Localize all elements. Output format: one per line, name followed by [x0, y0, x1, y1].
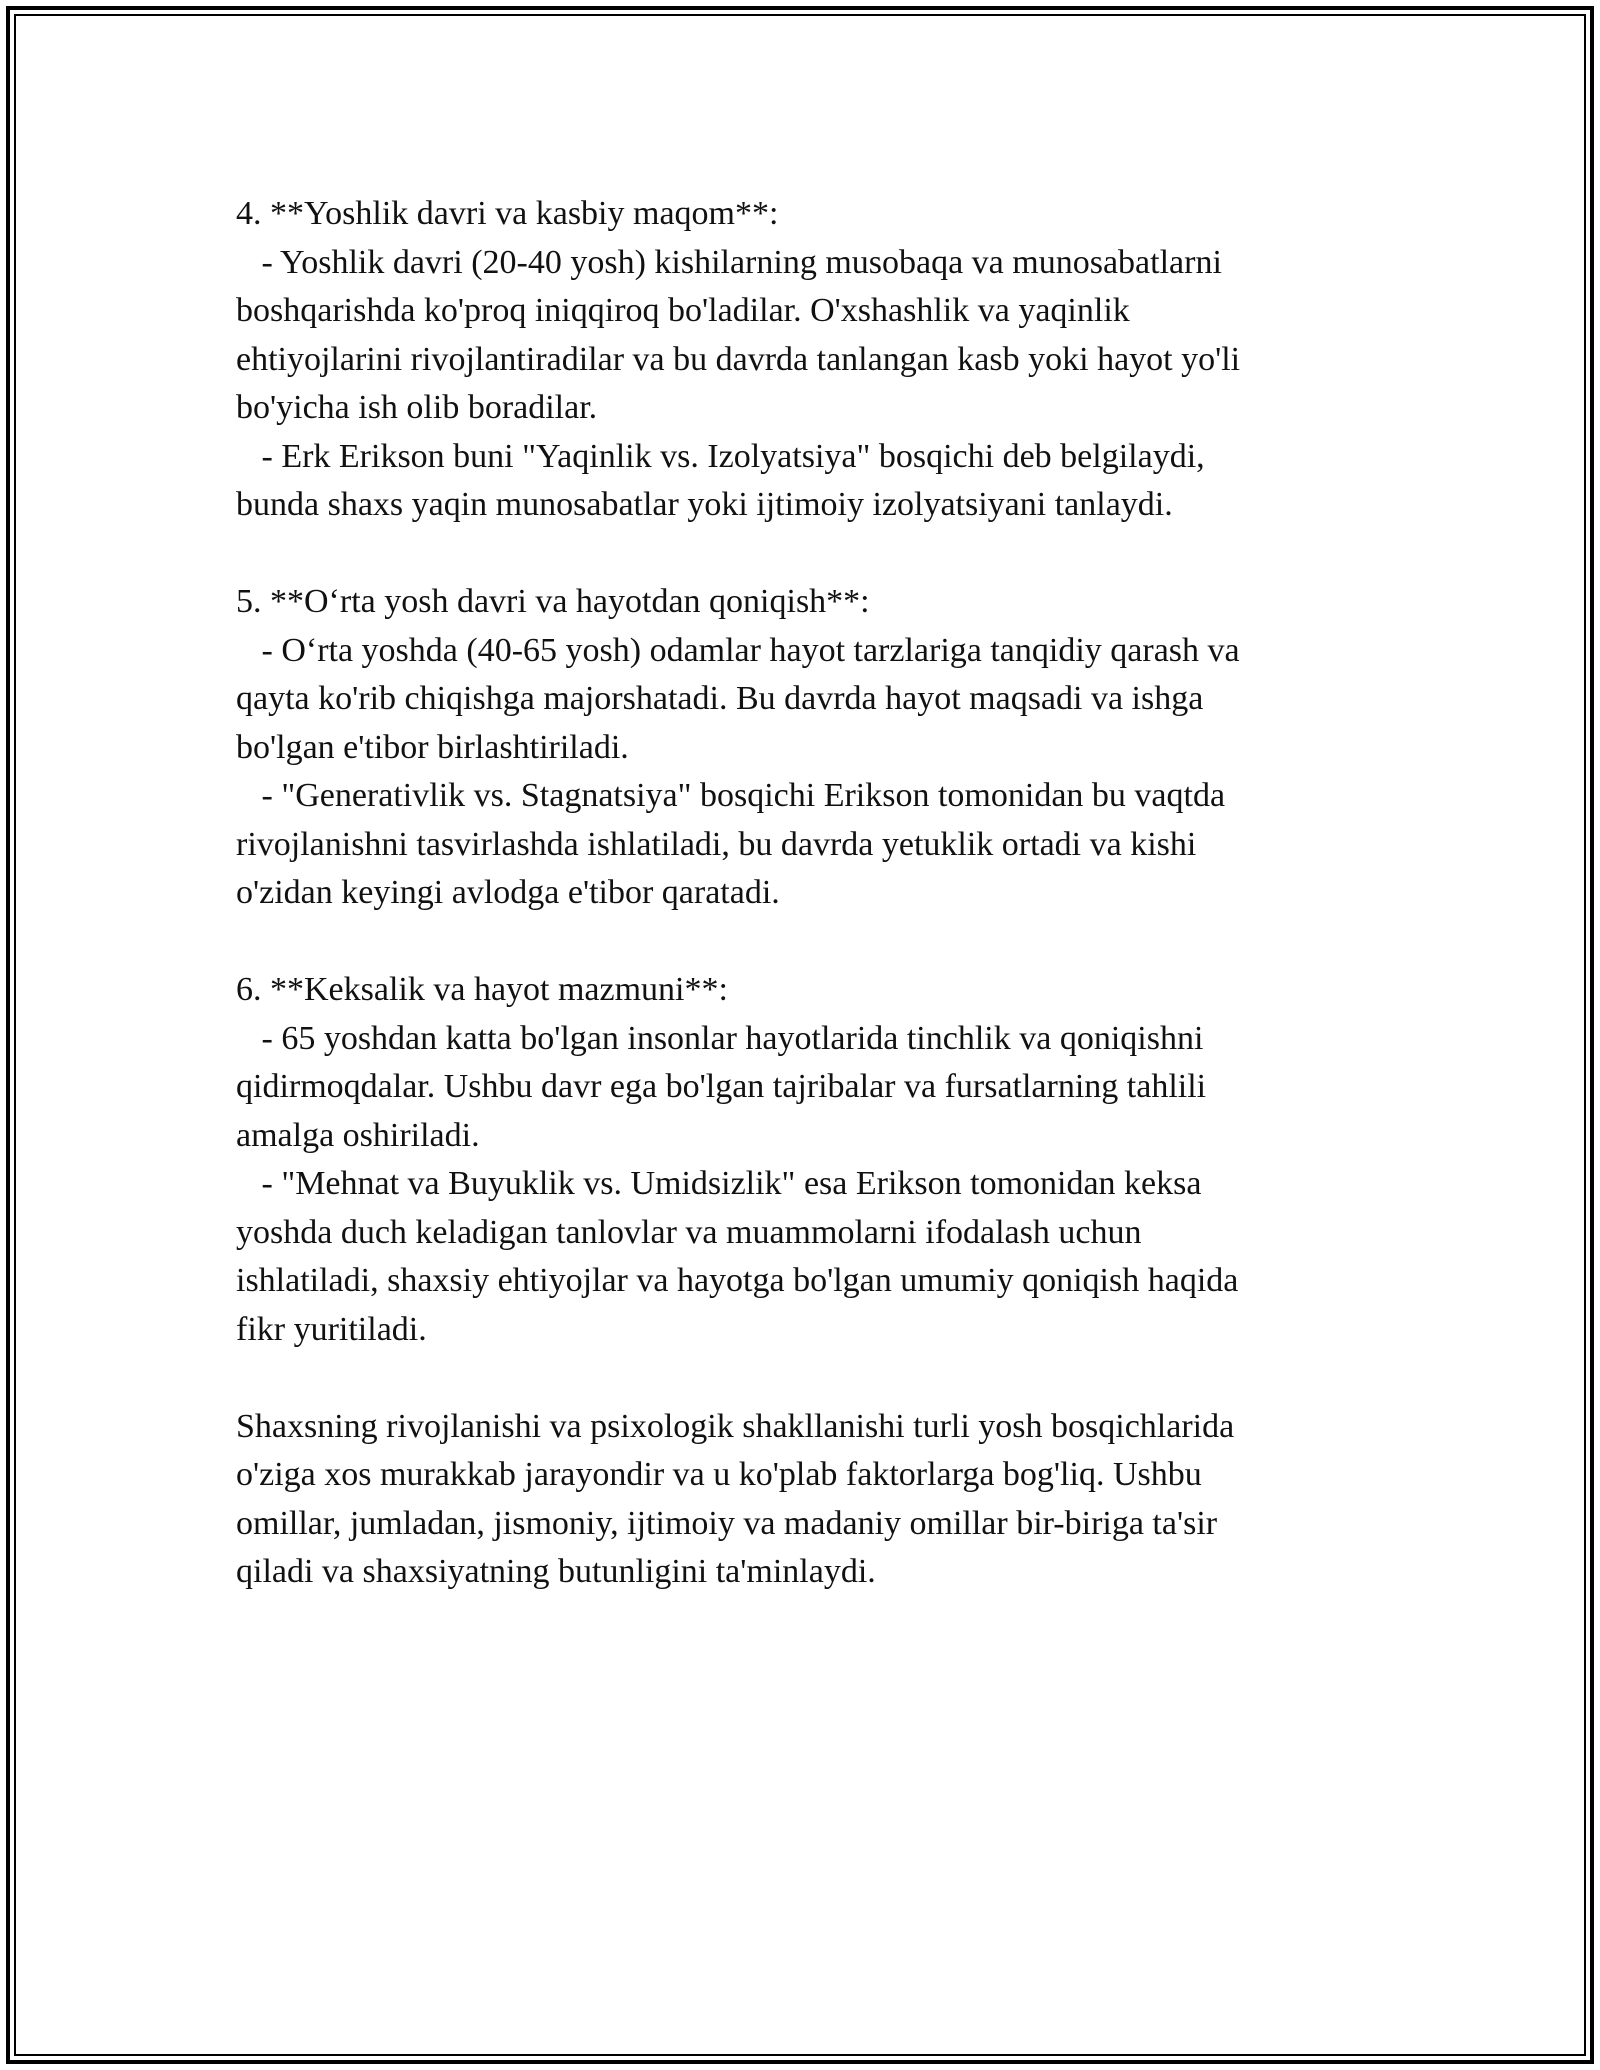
text-line: Shaxsning rivojlanishi va psixologik shakllanishi turli yosh bosqichlarida	[236, 1407, 1235, 1445]
text-line: ishlatiladi, shaxsiy ehtiyojlar va hayotga bo'lgan umumiy qoniqish haqida	[236, 1262, 1239, 1299]
paragraph-gap	[236, 918, 1366, 967]
text-line: - "Mehnat va Buyuklik vs. Umidsizlik" esa Erikson tomonidan keksa	[236, 1165, 1202, 1202]
section-old-age	[236, 966, 1366, 1354]
text-line: bunda shaxs yaqin munosabatlar yoki ijtimoiy izolyatsiyani tanlaydi.	[236, 486, 1173, 523]
text-line: ehtiyojlarini rivojlantiradilar va bu davrda tanlangan kasb yoki hayot yo'li	[236, 340, 1241, 378]
text-line: yoshda duch keladigan tanlovlar va muammolarni ifodalash uchun	[236, 1213, 1142, 1251]
text-line: amalga oshiriladi.	[236, 1116, 480, 1154]
text-line: qidirmoqdalar. Ushbu davr ega bo'lgan tajribalar va fursatlarning tahlili	[236, 1068, 1207, 1105]
section-middle-age	[236, 578, 1366, 918]
document-body	[236, 190, 1366, 1597]
text-line: - Erk Erikson buni "Yaqinlik vs. Izolyatsiya" bosqichi deb belgilaydi,	[236, 437, 1205, 475]
text-line: boshqarishda ko'proq iniqqiroq bo'ladilar. O'xshashlik va yaqinlik	[236, 292, 1130, 329]
text-line: bo'yicha ish olib boradilar.	[236, 389, 598, 426]
text-line: - Yoshlik davri (20-40 yosh) kishilarning musobaqa va munosabatlarni	[236, 243, 1222, 281]
text-line: - O‘rta yoshda (40-65 yosh) odamlar hayot tarzlariga tanqidiy qarash va	[236, 631, 1240, 669]
section-youth	[236, 190, 1366, 530]
text-line: qayta ko'rib chiqishga majorshatadi. Bu davrda hayot maqsadi va ishga	[236, 680, 1204, 717]
paragraph-gap	[236, 530, 1366, 579]
text-line: o'ziga xos murakkab jarayondir va u ko'plab faktorlarga bog'liq. Ushbu	[236, 1456, 1202, 1493]
text-line: omillar, jumladan, jismoniy, ijtimoiy va madaniy omillar bir-biriga ta'sir	[236, 1504, 1218, 1542]
section-heading: 4. **Yoshlik davri va kasbiy maqom**:	[236, 195, 779, 232]
text-line: fikr yuritiladi.	[236, 1310, 427, 1348]
text-line: o'zidan keyingi avlodga e'tibor qaratadi.	[236, 874, 780, 911]
text-line: - 65 yoshdan katta bo'lgan insonlar hayotlarida tinchlik va qoniqishni	[236, 1019, 1204, 1057]
text-line: rivojlanishni tasvirlashda ishlatiladi, bu davrda yetuklik ortadi va kishi	[236, 825, 1197, 863]
text-line: bo'lgan e'tibor birlashtiriladi.	[236, 728, 629, 766]
paragraph-gap	[236, 1354, 1366, 1403]
text-line: - "Generativlik vs. Stagnatsiya" bosqichi Erikson tomonidan bu vaqtda	[236, 777, 1226, 814]
section-conclusion	[236, 1403, 1366, 1597]
section-heading: 6. **Keksalik va hayot mazmuni**:	[236, 971, 728, 1008]
text-line: qiladi va shaxsiyatning butunligini ta'minlaydi.	[236, 1553, 876, 1590]
section-heading: 5. **O‘rta yosh davri va hayotdan qoniqish**:	[236, 583, 870, 620]
